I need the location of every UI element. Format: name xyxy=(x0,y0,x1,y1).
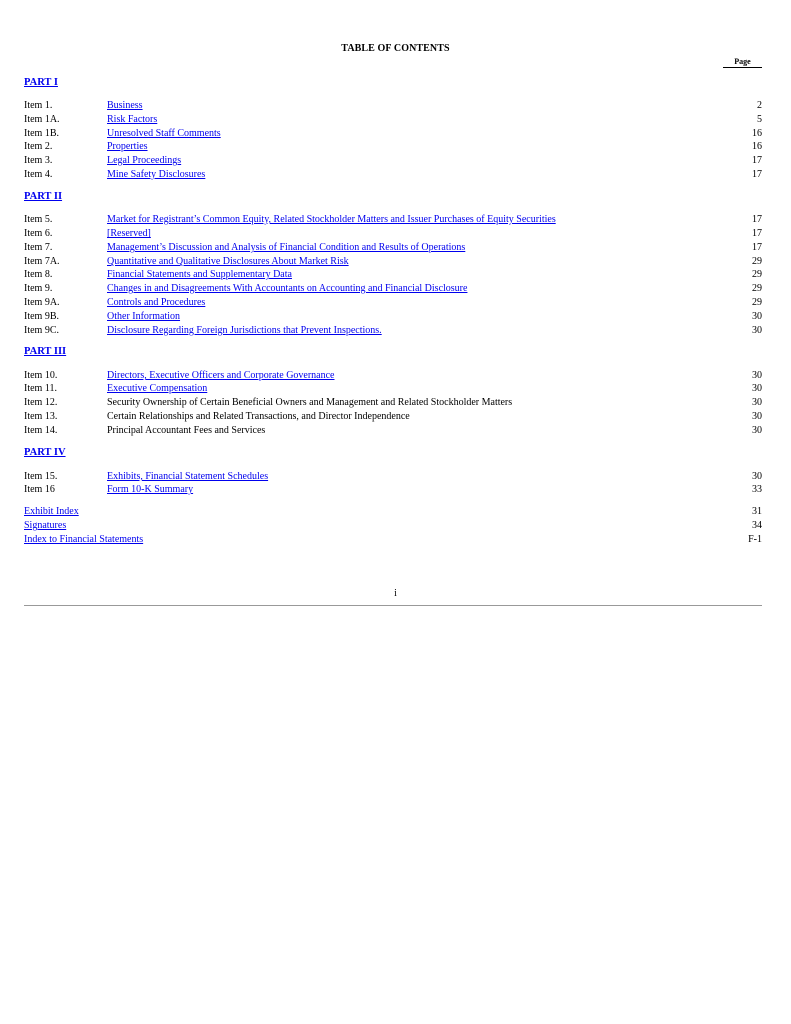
page-number: 29 xyxy=(752,283,762,294)
page-number: 29 xyxy=(752,269,762,280)
item-number: Item 11. xyxy=(24,383,57,394)
item-link[interactable]: Disclosure Regarding Foreign Jurisdictions that Prevent Inspections. xyxy=(107,325,382,336)
page-number: 2 xyxy=(757,100,762,111)
toc-row xyxy=(24,168,762,182)
item-number: Item 1. xyxy=(24,100,53,111)
page-number: 16 xyxy=(752,141,762,152)
page-number: F-1 xyxy=(748,534,762,545)
item-link[interactable]: Mine Safety Disclosures xyxy=(107,169,206,180)
footer-page-number: i xyxy=(394,588,397,599)
toc-row xyxy=(24,268,762,282)
item-number: Item 13. xyxy=(24,411,58,422)
item-link: Principal Accountant Fees and Services xyxy=(107,425,266,436)
item-number: Item 7A. xyxy=(24,256,60,267)
toc-row xyxy=(24,241,762,255)
toc-extra-row xyxy=(24,519,762,533)
page-number: 5 xyxy=(757,114,762,125)
item-link[interactable]: Quantitative and Qualitative Disclosures About Market Risk xyxy=(107,256,349,267)
page-number: 30 xyxy=(752,383,762,394)
toc-row xyxy=(24,296,762,310)
item-link[interactable]: Changes in and Disagreements With Accountants on Accounting and Financial Disclosure xyxy=(107,283,468,294)
toc-row xyxy=(24,424,762,438)
exhibit-index-link[interactable]: Exhibit Index xyxy=(24,506,79,517)
toc-row xyxy=(24,127,762,141)
part-4-heading[interactable]: PART IV xyxy=(24,447,66,458)
toc-extra-row xyxy=(24,533,762,547)
toc-row xyxy=(24,483,762,497)
page-number: 17 xyxy=(752,214,762,225)
page-number: 29 xyxy=(752,297,762,308)
item-number: Item 3. xyxy=(24,155,53,166)
toc-row xyxy=(24,396,762,410)
page-number: 17 xyxy=(752,169,762,180)
item-link[interactable]: Legal Proceedings xyxy=(107,155,182,166)
item-link[interactable]: Form 10-K Summary xyxy=(107,484,194,495)
page-divider xyxy=(24,605,762,606)
toc-title: TABLE OF CONTENTS xyxy=(341,43,450,54)
toc-row xyxy=(24,99,762,113)
item-number: Item 14. xyxy=(24,425,58,436)
page-number: 30 xyxy=(752,425,762,436)
toc-row xyxy=(24,369,762,383)
toc-row xyxy=(24,213,762,227)
toc-row xyxy=(24,113,762,127)
item-number: Item 12. xyxy=(24,397,58,408)
item-number: Item 1B. xyxy=(24,128,59,139)
item-link[interactable]: Business xyxy=(107,100,143,111)
item-link[interactable]: Controls and Procedures xyxy=(107,297,206,308)
page-number: 34 xyxy=(752,520,762,531)
item-number: Item 8. xyxy=(24,269,53,280)
page-number: 17 xyxy=(752,155,762,166)
item-number: Item 9B. xyxy=(24,311,59,322)
item-number: Item 16 xyxy=(24,484,55,495)
item-link[interactable]: Directors, Executive Officers and Corporate Governance xyxy=(107,370,335,381)
toc-row xyxy=(24,154,762,168)
page-number: 30 xyxy=(752,397,762,408)
item-number: Item 10. xyxy=(24,370,58,381)
item-number: Item 2. xyxy=(24,141,53,152)
toc-row xyxy=(24,255,762,269)
toc-row xyxy=(24,410,762,424)
item-link[interactable]: Other Information xyxy=(107,311,181,322)
item-link[interactable]: Exhibits, Financial Statement Schedules xyxy=(107,471,269,482)
item-link[interactable]: Risk Factors xyxy=(107,114,158,125)
item-number: Item 6. xyxy=(24,228,53,239)
part-2-heading[interactable]: PART II xyxy=(24,191,63,202)
toc-row xyxy=(24,282,762,296)
toc-row xyxy=(24,324,762,338)
part-1-heading[interactable]: PART I xyxy=(24,77,58,88)
page-number: 30 xyxy=(752,311,762,322)
item-link[interactable]: Management’s Discussion and Analysis of Financial Condition and Results of Operations xyxy=(107,242,466,253)
item-number: Item 9. xyxy=(24,283,53,294)
item-link: Certain Relationships and Related Transactions, and Director Independence xyxy=(107,411,410,422)
item-number: Item 1A. xyxy=(24,114,60,125)
financial-statements-index-link[interactable]: Index to Financial Statements xyxy=(24,534,144,545)
page-number: 30 xyxy=(752,370,762,381)
page-column-header: Page xyxy=(723,56,762,68)
item-link[interactable]: Unresolved Staff Comments xyxy=(107,128,221,139)
item-number: Item 9A. xyxy=(24,297,60,308)
page-number: 33 xyxy=(752,484,762,495)
toc-extra-row xyxy=(24,505,762,519)
toc-row xyxy=(24,310,762,324)
item-link[interactable]: Financial Statements and Supplementary Data xyxy=(107,269,292,280)
item-link[interactable]: Market for Registrant’s Common Equity, Related Stockholder Matters and Issuer Purchases of Equity Securities xyxy=(107,214,556,225)
page-number: 29 xyxy=(752,256,762,267)
toc-row xyxy=(24,140,762,154)
page-number: 30 xyxy=(752,471,762,482)
toc-row xyxy=(24,470,762,484)
page-number: 17 xyxy=(752,228,762,239)
part-3-heading[interactable]: PART III xyxy=(24,346,67,357)
item-link[interactable]: [Reserved] xyxy=(107,228,151,239)
page-number: 17 xyxy=(752,242,762,253)
item-link[interactable]: Executive Compensation xyxy=(107,383,208,394)
toc-row xyxy=(24,382,762,396)
item-number: Item 15. xyxy=(24,471,58,482)
item-number: Item 9C. xyxy=(24,325,59,336)
page-number: 31 xyxy=(752,506,762,517)
item-link[interactable]: Properties xyxy=(107,141,148,152)
item-number: Item 5. xyxy=(24,214,53,225)
page-number: 30 xyxy=(752,325,762,336)
toc-row xyxy=(24,227,762,241)
item-number: Item 7. xyxy=(24,242,53,253)
item-link: Security Ownership of Certain Beneficial Owners and Management and Related Stockholder Matters xyxy=(107,397,513,408)
item-number: Item 4. xyxy=(24,169,53,180)
signatures-link[interactable]: Signatures xyxy=(24,520,67,531)
page-number: 30 xyxy=(752,411,762,422)
page-number: 16 xyxy=(752,128,762,139)
